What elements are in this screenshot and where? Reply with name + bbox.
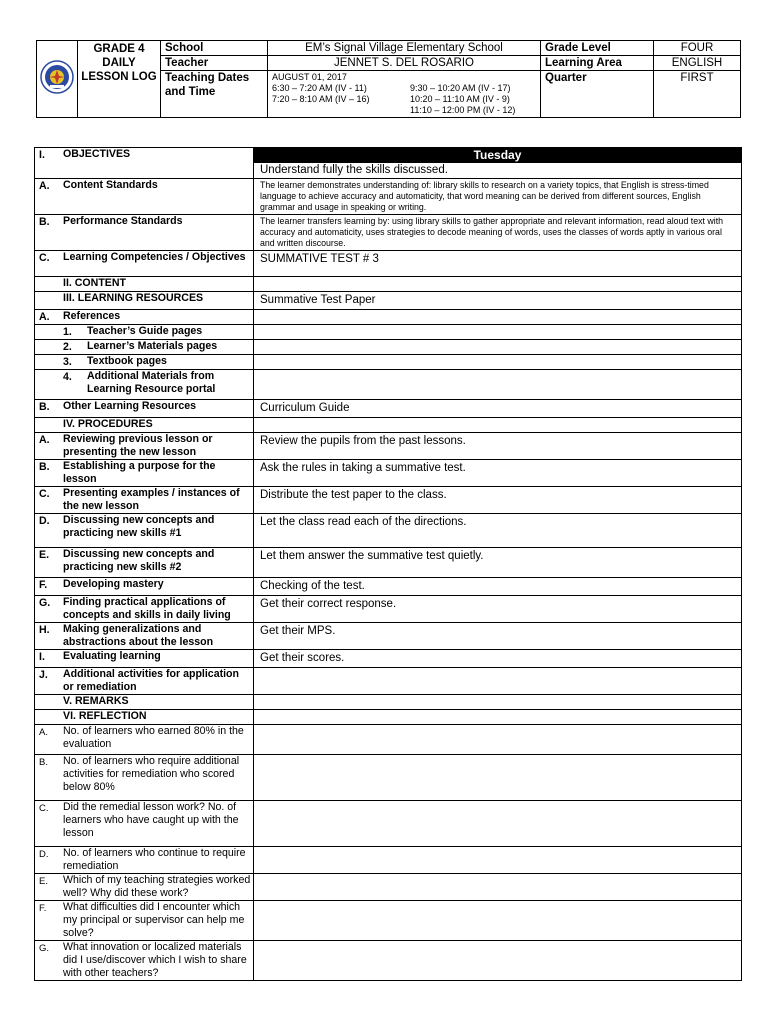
row-label: Establishing a purpose for the lesson [63,460,216,485]
row-value [254,340,742,355]
table-row [35,874,742,901]
row-label: Making generalizations and abstractions about the lesson [63,623,214,648]
schedule-slot: 6:30 – 7:20 AM (IV - 11) [272,83,367,93]
grade-level-value: FOUR [654,41,741,56]
row-letter: C. [39,803,49,814]
row-value: The learner demonstrates understanding of: library skills to research on a variety topics, that English is stress-timed language to achieve accuracy and automaticity, that word meaning can be derived from different sources, English grammar and usage in speaking or writing. [254,179,742,215]
row-label: Additional activities for application or remediation [63,668,239,693]
row-value [254,668,742,695]
title-line: DAILY [102,57,136,69]
row-label: Finding practical applications of concepts and skills in daily living [63,596,231,621]
dates-label: Teaching Dates and Time [161,71,268,118]
row-label-cell [35,355,254,370]
row-label-cell [35,148,254,179]
row-value: SUMMATIVE TEST # 3 [254,251,742,277]
row-value [254,370,742,400]
row-label-cell [35,901,254,941]
row-value: Let the class read each of the directions. [254,514,742,548]
table-row [35,623,742,650]
row-label-cell [35,725,254,755]
row-value: The learner transfers learning by: using library skills to gather appropriate and relevant information, read aloud text with accuracy and automaticity, uses strategies to decode meaning of words, uses the classes of words aptly in various oral and written discourse. [254,215,742,251]
day-cell [254,148,742,179]
schedule-grid [272,83,536,116]
row-label-cell [35,251,254,277]
row-value: Get their MPS. [254,623,742,650]
row-label-cell [35,596,254,623]
table-row [35,340,742,355]
row-label-cell [35,418,254,433]
row-label: Presenting examples / instances of the new lesson [63,487,240,512]
row-letter: A. [39,180,50,192]
row-value [254,355,742,370]
title-line: GRADE 4 [93,43,145,55]
row-label-cell [35,433,254,460]
row-value: Distribute the test paper to the class. [254,487,742,514]
row-letter: D. [39,515,50,527]
row-label-cell [35,801,254,847]
row-label-cell [35,487,254,514]
row-letter: J. [39,669,48,681]
row-label-cell [35,874,254,901]
row-value [254,755,742,801]
row-value [254,847,742,874]
row-label: What difficulties did I encounter which my principal or supervisor can help me solve? [63,901,245,939]
row-value [254,710,742,725]
row-letter: B. [39,461,50,473]
lesson-log-table [34,147,742,981]
row-letter: I. [39,149,45,161]
day-header: Tuesday [254,148,741,163]
row-label-cell [35,710,254,725]
table-row [35,650,742,668]
table-row [35,847,742,874]
table-row [35,695,742,710]
schedule-slot: 11:10 – 12:00 PM (IV - 12) [410,105,516,115]
table-row [35,901,742,941]
row-value [254,941,742,981]
row-label-cell [35,941,254,981]
row-label: Performance Standards [63,215,183,227]
row-value [254,695,742,710]
row-letter: I. [39,651,45,663]
row-letter: B. [39,401,50,413]
row-label: Discussing new concepts and practicing new skills #1 [63,514,215,539]
row-value: Summative Test Paper [254,292,742,310]
row-label-cell [35,325,254,340]
objective-value: Understand fully the skills discussed. [260,164,448,176]
table-row [35,215,742,251]
table-row [35,725,742,755]
row-letter: A. [39,311,50,323]
table-row [35,710,742,725]
schedule-slot [272,105,406,116]
row-value: Review the pupils from the past lessons. [254,433,742,460]
table-row [35,251,742,277]
row-label-cell [35,277,254,292]
schedule-slot: 9:30 – 10:20 AM (IV - 17) [410,83,511,93]
table-row [35,355,742,370]
row-label-cell [35,460,254,487]
table-row [35,325,742,340]
row-label: Did the remedial lesson work? No. of learners who have caught up with the lesson [63,801,239,839]
title-line: LESSON LOG [81,71,157,83]
row-label: References [63,310,121,322]
table-row [35,548,742,578]
row-value: Let them answer the summative test quietly. [254,548,742,578]
table-row [35,148,742,179]
row-value [254,801,742,847]
row-label-cell [35,650,254,668]
grade-level-label: Grade Level [541,41,654,56]
row-label: Evaluating learning [63,650,161,662]
learning-area-label: Learning Area [541,56,654,71]
school-label: School [161,41,268,56]
row-label-cell [35,370,254,400]
row-label-cell [35,548,254,578]
row-letter: A. [39,434,50,446]
row-label: Additional Materials from Learning Resource portal [87,370,216,395]
row-label: OBJECTIVES [63,148,131,160]
row-label-cell [35,578,254,596]
table-row [35,310,742,325]
row-label: Textbook pages [87,355,167,367]
row-letter: A. [39,727,48,738]
row-value: Get their correct response. [254,596,742,623]
table-row [35,755,742,801]
row-label-cell [35,755,254,801]
row-label-cell [35,215,254,251]
row-letter: G. [39,943,50,954]
row-letter: 3. [63,356,72,368]
row-label: Content Standards [63,179,158,191]
table-row [35,400,742,418]
row-label: Which of my teaching strategies worked well? Why did these work? [63,874,251,899]
table-row [35,514,742,548]
row-letter: C. [39,488,50,500]
row-label: What innovation or localized materials did I use/discover which I wish to share with other teachers? [63,941,247,979]
row-letter: 2. [63,341,72,353]
row-label-cell [35,668,254,695]
teacher-label: Teacher [161,56,268,71]
table-row [35,578,742,596]
row-letter: C. [39,252,50,264]
row-label-cell [35,340,254,355]
row-value [254,310,742,325]
row-label: II. CONTENT [63,277,126,289]
table-row [35,370,742,400]
row-letter: F. [39,903,47,914]
table-row [35,433,742,460]
row-value: Ask the rules in taking a summative test. [254,460,742,487]
row-label: Discussing new concepts and practicing new skills #2 [63,548,215,573]
table-row [35,179,742,215]
table-row [35,292,742,310]
table-row [35,668,742,695]
row-label: Developing mastery [63,578,164,590]
row-value: Curriculum Guide [254,400,742,418]
row-letter: 4. [63,371,72,383]
table-row [35,941,742,981]
row-value: Checking of the test. [254,578,742,596]
row-label: IV. PROCEDURES [63,418,153,430]
row-letter: D. [39,849,49,860]
row-letter: H. [39,624,50,636]
row-label-cell [35,292,254,310]
row-label-cell [35,310,254,325]
row-label-cell [35,179,254,215]
row-letter: 1. [63,326,72,338]
row-label: III. LEARNING RESOURCES [63,292,204,304]
row-label: Learning Competencies / Objectives [63,251,246,263]
schedule-slot: 7:20 – 8:10 AM (IV – 16) [272,94,370,104]
date-text: AUGUST 01, 2017 [272,72,347,82]
row-value [254,874,742,901]
row-value [254,725,742,755]
header-table [36,40,741,118]
row-label: No. of learners who require additional activities for remediation who scored below 80% [63,755,240,793]
row-label-cell [35,695,254,710]
row-label: Other Learning Resources [63,400,197,412]
table-row [35,460,742,487]
row-label: Reviewing previous lesson or presenting the new lesson [63,433,213,458]
row-label-cell [35,847,254,874]
quarter-label: Quarter [541,71,654,118]
row-letter: E. [39,876,48,887]
table-row [35,596,742,623]
table-row [35,277,742,292]
quarter-value: FIRST [654,71,741,118]
row-value [254,277,742,292]
row-label-cell [35,623,254,650]
row-label-cell [35,400,254,418]
row-label: Teacher’s Guide pages [87,325,203,337]
row-letter: F. [39,579,48,591]
deped-seal-icon [37,41,78,118]
teacher-value: JENNET S. DEL ROSARIO [268,56,541,71]
learning-area-value: ENGLISH [654,56,741,71]
table-row [35,487,742,514]
row-value [254,901,742,941]
row-label: V. REMARKS [63,695,129,707]
row-label: Learner’s Materials pages [87,340,218,352]
school-value: EM’s Signal Village Elementary School [268,41,541,56]
row-label: No. of learners who continue to require remediation [63,847,246,872]
row-value [254,418,742,433]
row-label: No. of learners who earned 80% in the evaluation [63,725,244,750]
row-value [254,325,742,340]
row-letter: B. [39,757,48,768]
table-row [35,418,742,433]
row-letter: E. [39,549,50,561]
row-letter: G. [39,597,51,609]
dates-value [268,71,541,118]
schedule-slot: 10:20 – 11:10 AM (IV - 9) [410,94,510,104]
table-row [35,801,742,847]
row-label-cell [35,514,254,548]
row-value: Get their scores. [254,650,742,668]
doc-title [78,41,161,118]
row-label: VI. REFLECTION [63,710,147,722]
row-letter: B. [39,216,50,228]
